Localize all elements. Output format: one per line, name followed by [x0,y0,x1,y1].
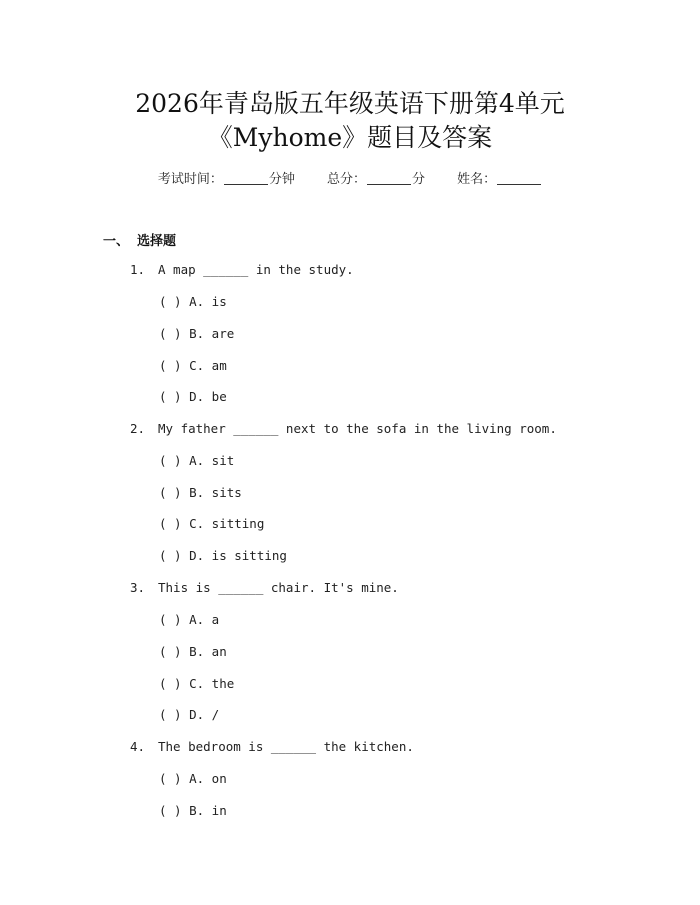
exam-meta [0,168,700,187]
question-number: 3. [130,580,146,595]
answer-option[interactable]: ( ) A. sit [159,453,235,468]
answer-option[interactable]: ( ) D. is sitting [159,548,287,563]
time-label: 考试时间： [157,172,223,187]
time-blank[interactable] [224,171,268,185]
answer-option[interactable]: ( ) C. sitting [159,516,265,531]
score-blank[interactable] [367,171,411,185]
answer-option[interactable]: ( ) A. is [159,294,227,309]
answer-option[interactable]: ( ) B. in [159,803,227,818]
page-title-line-1: 2026年青岛版五年级英语下册第4单元 [135,89,565,118]
answer-option[interactable]: ( ) D. / [159,707,220,722]
question-number: 4. [130,739,146,754]
question-text: My father ______ next to the sofa in the living room. [158,421,557,436]
score-field [327,168,425,187]
score-unit: 分 [412,172,426,187]
answer-option[interactable]: ( ) B. are [159,326,235,341]
question-text: This is ______ chair. It's mine. [158,580,399,595]
answer-option[interactable]: ( ) C. the [159,676,235,691]
section-title: 选择题 [137,234,177,249]
page-title-line-2: 《Myhome》题目及答案 [207,123,493,152]
answer-option[interactable]: ( ) B. an [159,644,227,659]
section-number: 一、 [103,234,130,249]
answer-option[interactable]: ( ) A. a [159,612,220,627]
section-heading [103,230,176,249]
name-field [457,168,542,187]
question-number: 2. [130,421,146,436]
question-text: The bedroom is ______ the kitchen. [158,739,414,754]
answer-option[interactable]: ( ) C. am [159,358,227,373]
score-label: 总分： [326,172,366,187]
time-unit: 分钟 [268,172,295,187]
question-text: A map ______ in the study. [158,262,354,277]
name-label: 姓名： [457,172,497,187]
answer-option[interactable]: ( ) A. on [159,771,227,786]
question-number: 1. [130,262,146,277]
name-blank[interactable] [497,171,541,185]
time-field [158,168,295,187]
answer-option[interactable]: ( ) B. sits [159,485,242,500]
answer-option[interactable]: ( ) D. be [159,389,227,404]
